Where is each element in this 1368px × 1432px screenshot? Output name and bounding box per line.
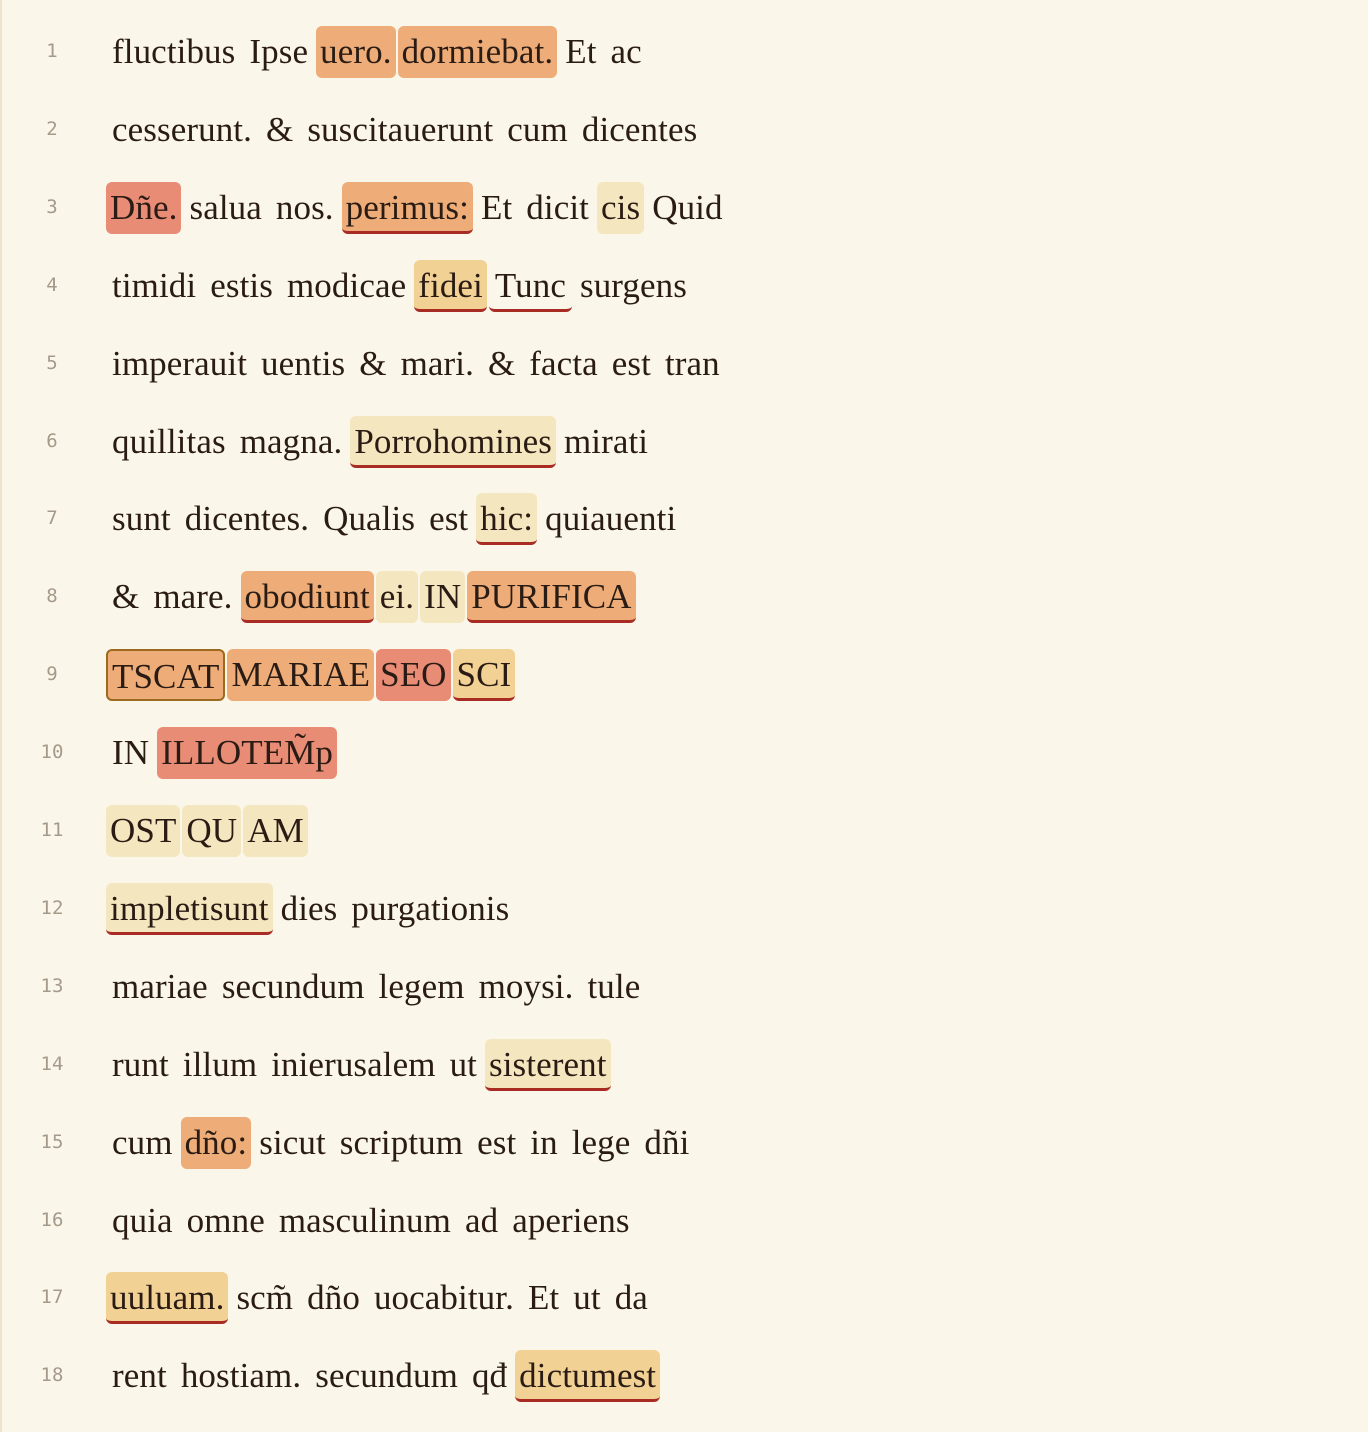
- line-words: [106, 104, 705, 156]
- line-number: 18: [40, 1364, 64, 1386]
- word[interactable]: dñi: [644, 1123, 690, 1162]
- line-words: [106, 1350, 662, 1402]
- word[interactable]: imperauit: [112, 344, 248, 383]
- highlighted-word[interactable]: dño:: [181, 1117, 252, 1169]
- line-number: 13: [40, 975, 64, 997]
- line-number: 17: [40, 1286, 64, 1308]
- line-words: [106, 493, 684, 545]
- word[interactable]: estis: [210, 266, 273, 305]
- line-number: 7: [46, 507, 58, 529]
- highlighted-word[interactable]: Dñe.: [106, 182, 181, 234]
- word[interactable]: &: [359, 344, 387, 383]
- word[interactable]: Ipse: [249, 32, 309, 71]
- highlighted-word[interactable]: QU: [182, 805, 241, 857]
- word[interactable]: magna.: [239, 422, 343, 461]
- word[interactable]: aperiens: [512, 1201, 630, 1240]
- word[interactable]: tran: [664, 344, 720, 383]
- word[interactable]: ut: [449, 1045, 478, 1084]
- transcript-line: [0, 1117, 1368, 1195]
- highlighted-word[interactable]: cis: [597, 182, 644, 234]
- line-number: 1: [46, 40, 58, 62]
- line-words: [106, 571, 638, 623]
- highlighted-word[interactable]: dictumest: [515, 1350, 660, 1402]
- transcript-line: [0, 1350, 1368, 1428]
- word[interactable]: dies: [280, 889, 338, 928]
- word[interactable]: Qualis: [323, 499, 416, 538]
- highlighted-word[interactable]: AM: [243, 805, 308, 857]
- highlighted-word[interactable]: Porrohomines: [350, 416, 556, 468]
- line-words: [106, 260, 695, 312]
- word[interactable]: &: [487, 344, 516, 383]
- word[interactable]: ut: [573, 1278, 601, 1317]
- transcript-line: [0, 571, 1368, 649]
- word[interactable]: mariae: [112, 967, 208, 1006]
- line-number: 3: [46, 196, 58, 218]
- transcript-line: [0, 26, 1368, 104]
- line-number: 9: [46, 663, 58, 685]
- transcript-line: [0, 961, 1368, 1039]
- word[interactable]: quillitas: [112, 422, 226, 461]
- word[interactable]: da: [614, 1278, 648, 1317]
- line-words: [106, 1039, 613, 1091]
- line-number: 15: [40, 1131, 64, 1153]
- word[interactable]: rent: [112, 1356, 167, 1395]
- word[interactable]: mari.: [400, 344, 474, 383]
- line-words: [106, 649, 517, 701]
- word[interactable]: quiauenti: [545, 499, 677, 538]
- word[interactable]: scriptum: [339, 1123, 464, 1162]
- word[interactable]: mirati: [563, 422, 649, 461]
- word[interactable]: Et: [565, 32, 597, 71]
- word[interactable]: timidi: [112, 266, 197, 305]
- word[interactable]: Tunc: [489, 260, 572, 312]
- word[interactable]: cesserunt.: [112, 110, 252, 149]
- line-number: 4: [46, 274, 58, 296]
- word[interactable]: Et: [480, 188, 513, 227]
- highlighted-word[interactable]: TSCAT: [106, 649, 225, 701]
- word[interactable]: sunt: [112, 499, 171, 538]
- transcript-line: [0, 649, 1368, 727]
- highlighted-word[interactable]: obodiunt: [241, 571, 374, 623]
- line-words: [106, 338, 728, 390]
- line-words: [106, 1117, 697, 1169]
- highlighted-word[interactable]: perimus:: [342, 182, 473, 234]
- word[interactable]: mare.: [153, 577, 233, 616]
- word[interactable]: omne: [186, 1201, 265, 1240]
- line-number: 5: [46, 352, 58, 374]
- transcript-line: [0, 338, 1368, 416]
- highlighted-word[interactable]: uero.: [316, 26, 395, 78]
- word[interactable]: cum: [507, 110, 568, 149]
- highlighted-word[interactable]: dormiebat.: [398, 26, 558, 78]
- transcript-line: [0, 1195, 1368, 1273]
- word[interactable]: dicentes.: [184, 499, 310, 538]
- word[interactable]: in: [530, 1123, 558, 1162]
- transcript-line: [0, 416, 1368, 494]
- word[interactable]: ac: [610, 32, 642, 71]
- word[interactable]: fluctibus: [112, 32, 236, 71]
- line-number: 10: [40, 741, 64, 763]
- word[interactable]: Quid: [652, 188, 723, 227]
- line-number: 2: [46, 118, 58, 140]
- highlighted-word[interactable]: ILLOTEM̃p: [157, 727, 337, 779]
- highlighted-word[interactable]: ei.: [376, 571, 418, 623]
- word[interactable]: dicentes: [581, 110, 698, 149]
- transcript-line: [0, 104, 1368, 182]
- highlighted-word[interactable]: sisterent: [485, 1039, 611, 1091]
- transcript-line: [0, 883, 1368, 961]
- line-words: [106, 1272, 656, 1324]
- word[interactable]: modicae: [286, 266, 407, 305]
- highlighted-word[interactable]: MARIAE: [227, 649, 374, 701]
- highlighted-word[interactable]: hic:: [476, 493, 537, 545]
- highlighted-word[interactable]: impletisunt: [106, 883, 273, 935]
- highlighted-word[interactable]: IN: [420, 571, 465, 623]
- word[interactable]: secundum: [221, 967, 365, 1006]
- line-number: 12: [40, 897, 64, 919]
- transcript-line: [0, 260, 1368, 338]
- transcript-line: [0, 805, 1368, 883]
- word[interactable]: &: [265, 110, 294, 149]
- line-number: 6: [46, 430, 58, 452]
- line-words: [106, 1195, 638, 1247]
- transcript-line: [0, 493, 1368, 571]
- word[interactable]: dño: [307, 1278, 360, 1317]
- word[interactable]: runt: [112, 1045, 169, 1084]
- highlighted-word[interactable]: OST: [106, 805, 180, 857]
- line-number: 16: [40, 1209, 64, 1231]
- word[interactable]: tule: [587, 967, 641, 1006]
- word[interactable]: legem: [378, 967, 465, 1006]
- line-words: [106, 416, 656, 468]
- word[interactable]: &: [112, 577, 140, 616]
- word[interactable]: moysi.: [478, 967, 574, 1006]
- line-words: [106, 883, 517, 935]
- line-words: [106, 727, 339, 779]
- word[interactable]: qđ: [471, 1356, 508, 1395]
- line-number: 8: [46, 585, 58, 607]
- word[interactable]: nos.: [275, 188, 334, 227]
- transcript-line: [0, 1272, 1368, 1350]
- line-number: 11: [40, 819, 64, 841]
- highlighted-word[interactable]: fidei: [414, 260, 487, 312]
- word[interactable]: ad: [464, 1201, 499, 1240]
- word[interactable]: sicut: [259, 1123, 326, 1162]
- line-words: [106, 961, 648, 1013]
- word[interactable]: uocabitur.: [373, 1278, 514, 1317]
- line-words: [106, 805, 310, 857]
- word[interactable]: masculinum: [278, 1201, 451, 1240]
- word[interactable]: IN: [112, 733, 150, 772]
- line-words: [106, 182, 731, 234]
- word[interactable]: est: [477, 1123, 517, 1162]
- highlighted-word[interactable]: SCI: [453, 649, 516, 701]
- word[interactable]: uentis: [261, 344, 346, 383]
- highlighted-word[interactable]: PURIFICA: [467, 571, 635, 623]
- word[interactable]: inierusalem: [271, 1045, 436, 1084]
- word[interactable]: hostiam.: [180, 1356, 302, 1395]
- word[interactable]: purgationis: [351, 889, 510, 928]
- word[interactable]: cum: [112, 1123, 173, 1162]
- line-number: 14: [40, 1053, 64, 1075]
- word[interactable]: est: [611, 344, 651, 383]
- highlighted-word[interactable]: SEO: [376, 649, 450, 701]
- highlighted-word[interactable]: uuluam.: [106, 1272, 228, 1324]
- word[interactable]: lege: [571, 1123, 631, 1162]
- word[interactable]: scm̃: [236, 1278, 294, 1317]
- line-words: [106, 26, 650, 78]
- word[interactable]: Et: [527, 1278, 560, 1317]
- word[interactable]: secundum: [315, 1356, 458, 1395]
- transcript-line: [0, 727, 1368, 805]
- word[interactable]: suscitauerunt: [307, 110, 494, 149]
- word[interactable]: dicit: [526, 188, 589, 227]
- word[interactable]: est: [429, 499, 469, 538]
- word[interactable]: salua: [189, 188, 262, 227]
- word[interactable]: surgens: [579, 266, 687, 305]
- transcript-line: [0, 1039, 1368, 1117]
- word[interactable]: facta: [529, 344, 598, 383]
- transcript-line: [0, 182, 1368, 260]
- word[interactable]: illum: [182, 1045, 258, 1084]
- word[interactable]: quia: [112, 1201, 173, 1240]
